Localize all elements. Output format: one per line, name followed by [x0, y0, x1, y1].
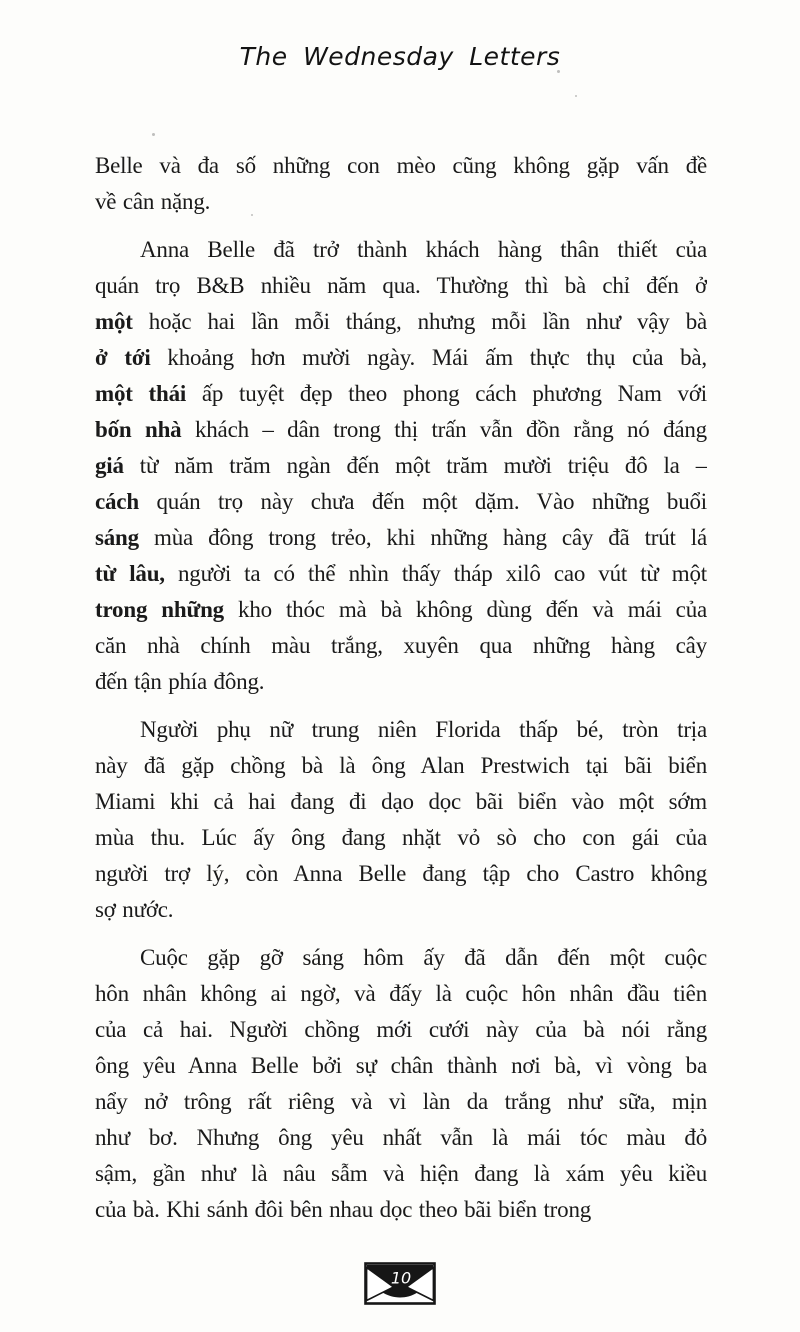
text-line: mùa thu. Lúc ấy ông đang nhặt vỏ sò cho con gái của [95, 825, 707, 850]
text-line: Người phụ nữ trung niên Florida thấp bé, tròn trịa [140, 717, 707, 742]
text-line: trong những kho thóc mà bà không dùng đến và mái của [95, 597, 707, 622]
scan-speck [575, 95, 577, 97]
text-line: Anna Belle đã trở thành khách hàng thân thiết của [140, 237, 707, 262]
text-line: về cân nặng. [95, 189, 211, 214]
text-line: cách quán trọ này chưa đến một dặm. Vào những buổi [95, 489, 707, 514]
text-line: Miami khi cả hai đang đi dạo dọc bãi biển vào một sớm [95, 789, 707, 814]
scan-speck [557, 70, 560, 73]
text-line: một thái ấp tuyệt đẹp theo phong cách phương Nam với [95, 381, 707, 406]
text-line: căn nhà chính màu trắng, xuyên qua những hàng cây [95, 633, 707, 658]
text-line: Cuộc gặp gỡ sáng hôm ấy đã dẫn đến một cuộc [140, 945, 707, 970]
scan-speck [152, 133, 155, 136]
text-line: ở tới khoảng hơn mười ngày. Mái ấm thực thụ của bà, [95, 345, 707, 370]
text-line: đến tận phía đông. [95, 669, 265, 694]
text-line: này đã gặp chồng bà là ông Alan Prestwich tại bãi biển [95, 753, 707, 778]
page-number-envelope [364, 1262, 436, 1305]
text-line: một hoặc hai lần mỗi tháng, nhưng mỗi lần như vậy bà [95, 309, 707, 334]
page-number: 10 [390, 1268, 412, 1288]
text-line: giá từ năm trăm ngàn đến một trăm mười triệu đô la – [95, 453, 707, 478]
text-line: như bơ. Nhưng ông yêu nhất vẫn là mái tóc màu đỏ [95, 1125, 707, 1150]
running-head: The Wednesday Letters [239, 42, 561, 71]
paragraph [95, 940, 707, 1228]
paragraph [95, 148, 707, 220]
scan-speck [251, 214, 253, 216]
text-line: người trợ lý, còn Anna Belle đang tập cho Castro không [95, 861, 707, 886]
envelope-icon [364, 1262, 436, 1305]
text-line: sáng mùa đông trong trẻo, khi những hàng cây đã trút lá [95, 525, 707, 550]
text-line: Belle và đa số những con mèo cũng không gặp vấn đề [95, 153, 707, 178]
text-line: hôn nhân không ai ngờ, và đấy là cuộc hôn nhân đầu tiên [95, 981, 707, 1006]
text-line: của cả hai. Người chồng mới cưới này của bà nói rằng [95, 1017, 707, 1042]
paragraph [95, 232, 707, 700]
body-text [95, 148, 707, 1228]
text-line: nẩy nở trông rất riêng và vì làn da trắng như sữa, mịn [95, 1089, 707, 1114]
paragraph [95, 712, 707, 928]
text-line: sậm, gần như là nâu sẫm và hiện đang là xám yêu kiều [95, 1161, 707, 1186]
text-line: quán trọ B&B nhiều năm qua. Thường thì bà chỉ đến ở [95, 273, 707, 298]
text-line: bốn nhà khách – dân trong thị trấn vẫn đồn rằng nó đáng [95, 417, 707, 442]
text-line: sợ nước. [95, 897, 174, 922]
text-line: từ lâu, người ta có thể nhìn thấy tháp xilô cao vút từ một [95, 561, 707, 586]
text-line: ông yêu Anna Belle bởi sự chân thành nơi bà, vì vòng ba [95, 1053, 707, 1078]
text-line: của bà. Khi sánh đôi bên nhau dọc theo bãi biển trong [95, 1197, 592, 1222]
